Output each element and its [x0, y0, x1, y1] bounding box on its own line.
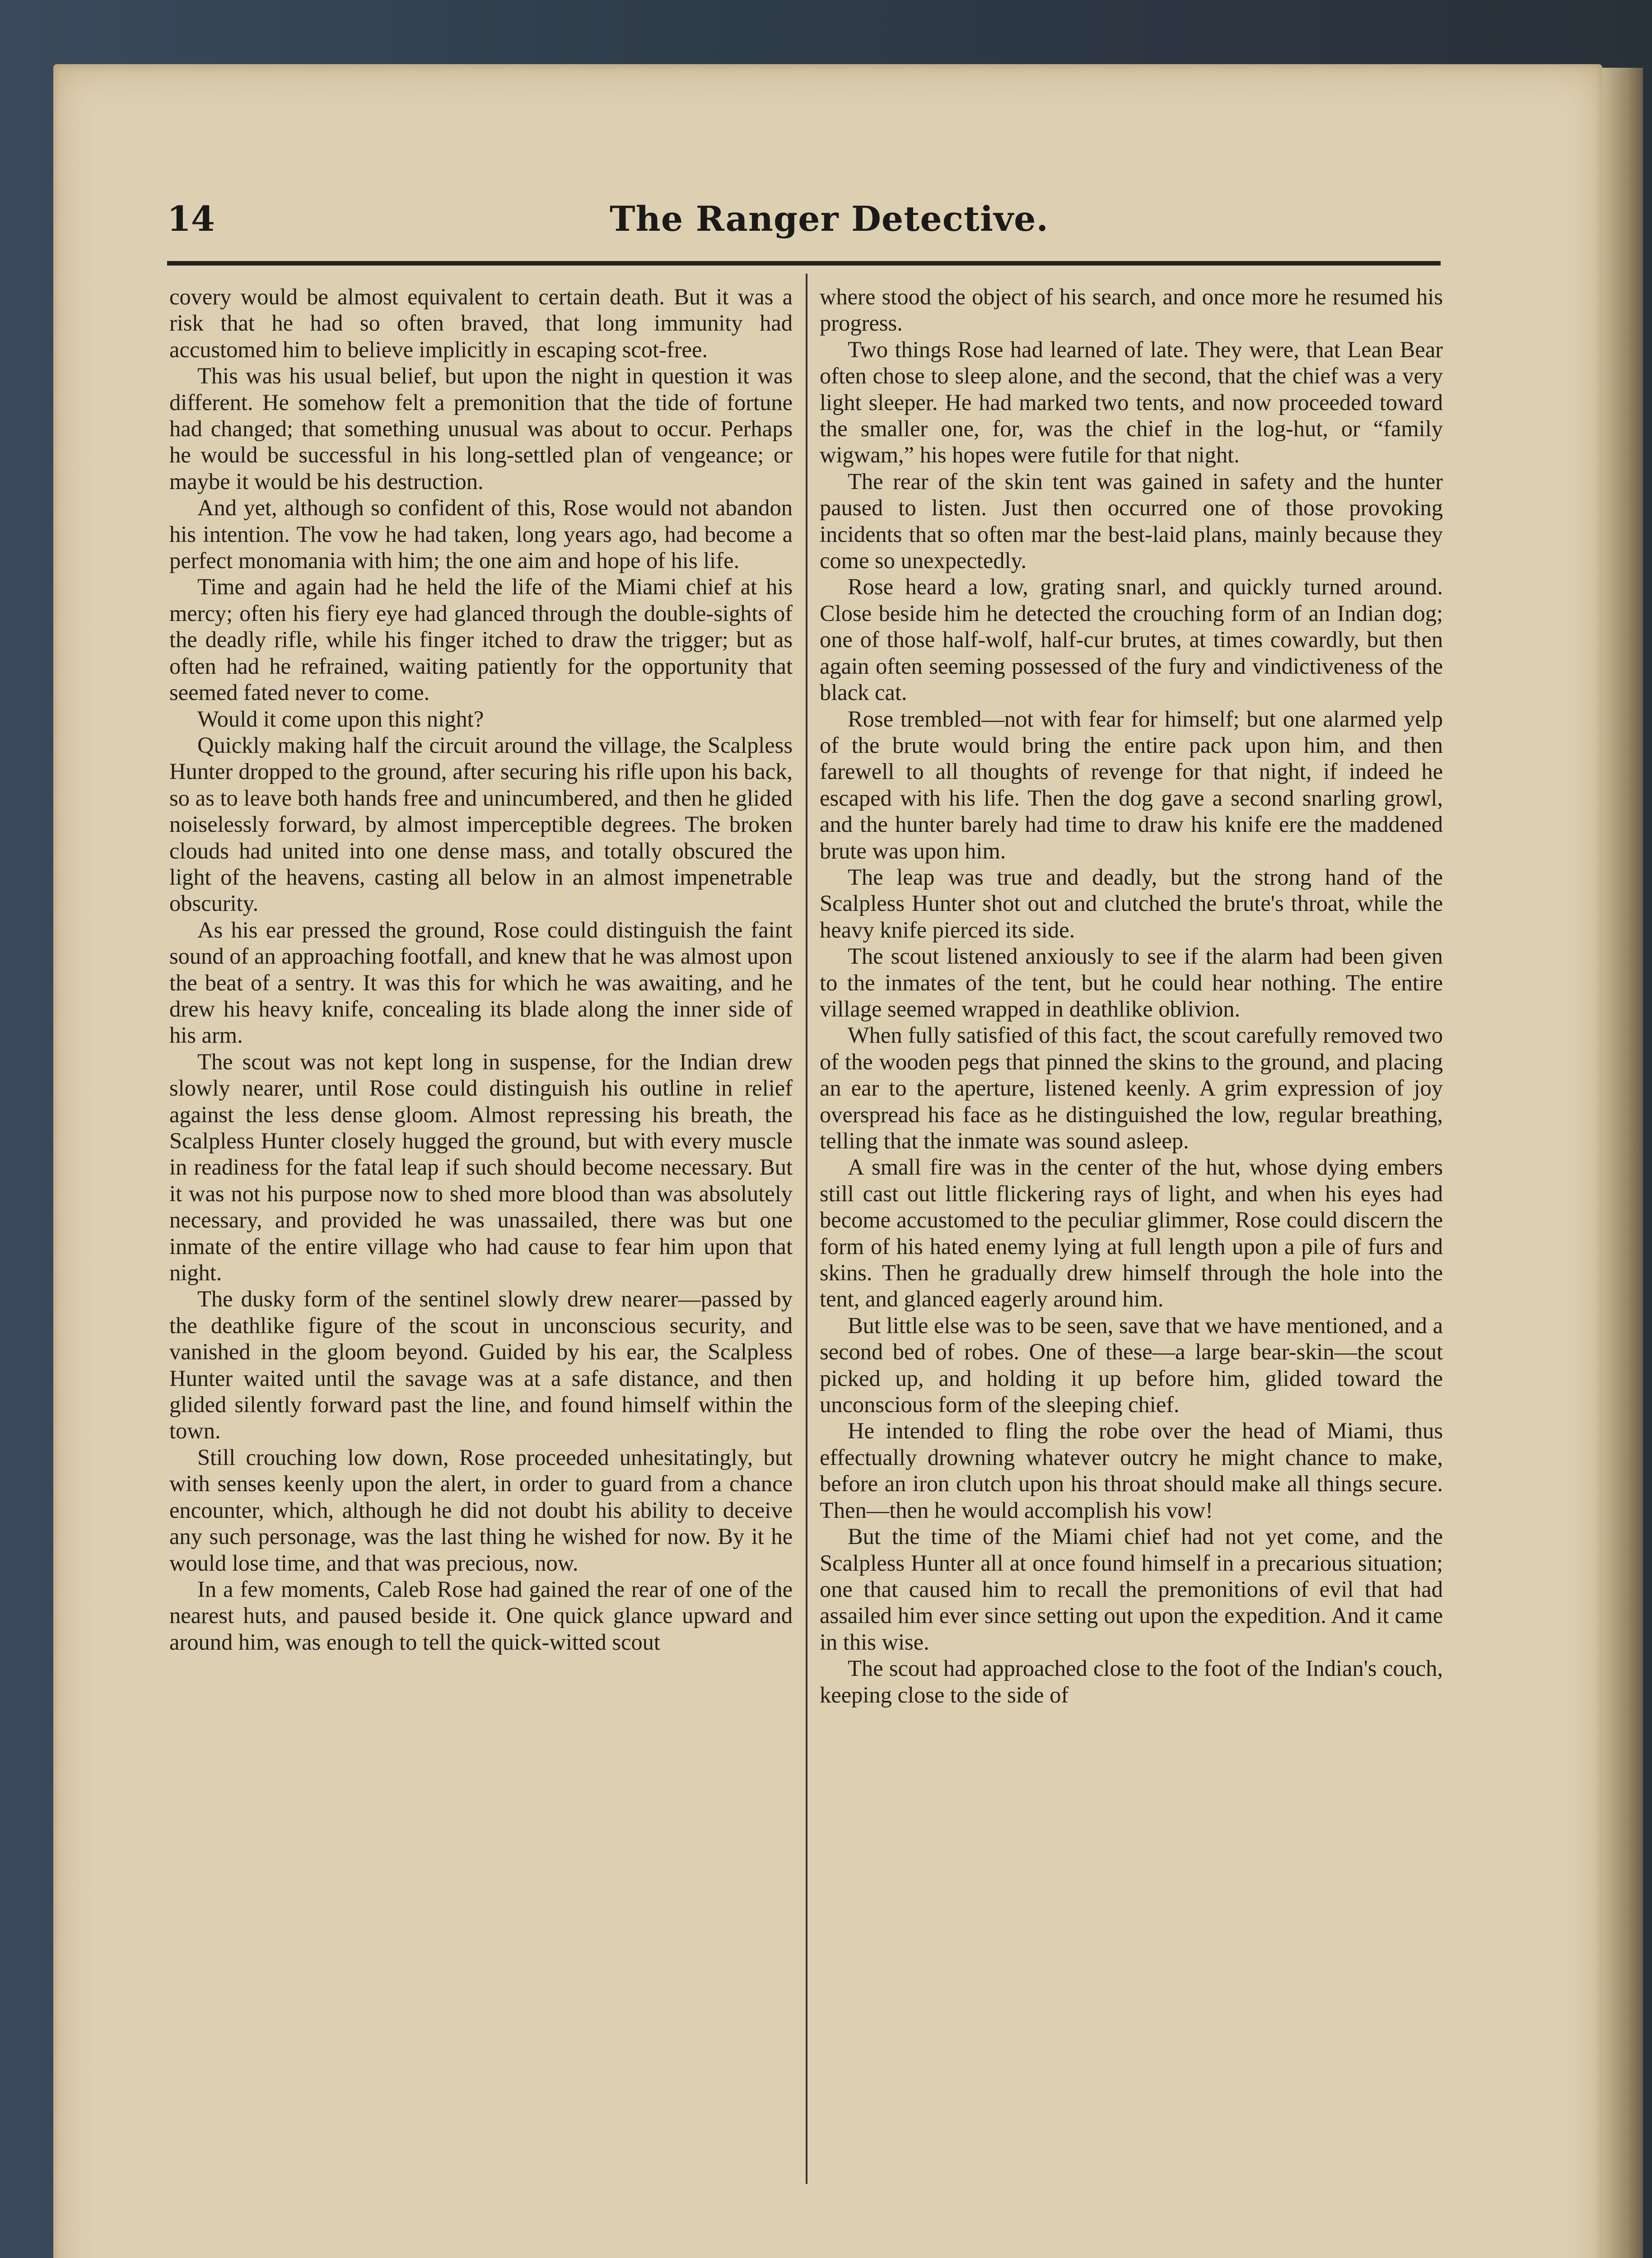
paragraph: Rose heard a low, grating snarl, and quickly turned around. Close beside him he detected the crouching form of an Indian dog; one of those half-wolf, half-cur brutes, at times cowardly, but then again often seeming possessed of the fury and vindictiveness of the black cat. [820, 574, 1443, 705]
paragraph: A small fire was in the center of the hut, whose dying embers still cast out little flickering rays of light, and when his eyes had become accustomed to the peculiar glimmer, Rose could discern the form of his hated enemy lying at full length upon a pile of furs and skins. Then he gradually drew himself through the hole into the tent, and glanced eagerly around him. [820, 1154, 1443, 1312]
paragraph: As his ear pressed the ground, Rose could distinguish the faint sound of an approaching footfall, and knew that he was almost upon the beat of a sentry. It was this for which he was awaiting, and he drew his heavy knife, concealing its blade along the inner side of his arm. [169, 917, 793, 1048]
page-number: 14 [167, 199, 215, 239]
paragraph: The scout listened anxiously to see if the alarm had been given to the inmates of the tent, but he could hear nothing. The entire village seemed wrapped in deathlike oblivion. [820, 943, 1443, 1022]
paragraph: Quickly making half the circuit around the village, the Scalpless Hunter dropped to the ground, after securing his rifle upon his back, so as to leave both hands free and unincumbered, and then he glided noiselessly forward, by almost imperceptible degrees. The broken clouds had united into one dense mass, and totally obscured the light of the heavens, casting all below in an almost impenetrable obscurity. [169, 732, 793, 916]
left-column [169, 284, 793, 2198]
paragraph: In a few moments, Caleb Rose had gained the rear of one of the nearest huts, and paused beside it. One quick glance upward and around him, was enough to tell the quick-witted scout [169, 1576, 793, 1655]
paragraph: When fully satisfied of this fact, the scout carefully removed two of the wooden pegs that pinned the skins to the ground, and placing an ear to the aperture, listened keenly. A grim expression of joy overspread his face as he distinguished the low, regular breathing, telling that the inmate was sound asleep. [820, 1022, 1443, 1153]
paragraph: Would it come upon this night? [197, 706, 484, 732]
column-divider [806, 274, 807, 2184]
page-header [167, 199, 1441, 248]
paragraph: But little else was to be seen, save that we have mentioned, and a second bed of robes. One of these—a large bear-skin—the scout picked up, and holding it up before him, glided toward the unconscious form of the sleeping chief. [820, 1312, 1443, 1418]
adjacent-page-edge [1602, 68, 1643, 2258]
paragraph: where stood the object of his search, and once more he resumed his progress. [820, 284, 1443, 336]
paragraph: The scout was not kept long in suspense, for the Indian drew slowly nearer, until Rose could distinguish his outline in relief against the less dense gloom. Almost repressing his breath, the Scalpless Hunter closely hugged the ground, but with every muscle in readiness for the fatal leap if such should become necessary. But it was not his purpose now to shed more blood than was absolutely necessary, and provided he was unassailed, there was but one inmate of the entire village who had cause to fear him upon that night. [169, 1049, 793, 1286]
running-title: The Ranger Detective. [610, 199, 1049, 239]
paragraph: Rose trembled—not with fear for himself; but one alarmed yelp of the brute would bring the entire pack upon him, and then farewell to all thoughts of revenge for that night, if indeed he escaped with his life. Then the dog gave a second snarling growl, and the hunter barely had time to draw his knife ere the maddened brute was upon him. [820, 706, 1443, 863]
paragraph: He intended to fling the robe over the head of Miami, thus effectually drowning whatever outcry he might chance to make, before an iron clutch upon his throat should make all things secure. Then—then he would accomplish his vow! [820, 1418, 1443, 1523]
paragraph: The rear of the skin tent was gained in safety and the hunter paused to listen. Just then occurred one of those provoking incidents that so often mar the best-laid plans, mainly because they come so unexpectedly. [820, 468, 1443, 574]
paragraph: And yet, although so confident of this, Rose would not abandon his intention. The vow he had taken, long years ago, had become a perfect monomania with him; the one aim and hope of his life. [169, 495, 793, 574]
paragraph: Two things Rose had learned of late. They were, that Lean Bear often chose to sleep alone, and the second, that the chief was a very light sleeper. He had marked two tents, and now proceeded toward the smaller one, for, was the chief in the log-hut, or “family wigwam,” his hopes were futile for that night. [820, 336, 1443, 468]
paragraph: The dusky form of the sentinel slowly drew nearer—passed by the deathlike figure of the scout in unconscious security, and vanished in the gloom beyond. Guided by his ear, the Scalpless Hunter waited until the savage was at a safe distance, and then glided silently forward past the line, and found himself within the town. [169, 1286, 793, 1444]
paragraph: But the time of the Miami chief had not yet come, and the Scalpless Hunter all at once found himself in a precarious situation; one that caused him to recall the premonitions of evil that had assailed him ever since setting out upon the expedition. And it came in this wise. [820, 1524, 1443, 1655]
paragraph: The scout had approached close to the foot of the Indian's couch, keeping close to the side of [820, 1656, 1443, 1707]
paragraph: The leap was true and deadly, but the strong hand of the Scalpless Hunter shot out and clutched the brute's throat, while the heavy knife pierced its side. [820, 864, 1443, 942]
header-rule [167, 261, 1441, 266]
paragraph: Still crouching low down, Rose proceeded unhesitatingly, but with senses keenly upon the alert, in order to guard from a chance encounter, which, although he did not doubt his ability to deceive any such personage, was the last thing he wished for now. By it he would lose time, and that was precious, now. [169, 1444, 793, 1576]
paragraph: Time and again had he held the life of the Miami chief at his mercy; often his fiery eye had glanced through the double-sights of the deadly rifle, while his finger itched to draw the trigger; but as often had he refrained, waiting patiently for the opportunity that seemed fated never to come. [169, 574, 793, 705]
right-column [820, 284, 1443, 2198]
paragraph: covery would be almost equivalent to certain death. But it was a risk that he had so often braved, that long immunity had accustomed him to believe implicitly in escaping scot-free. [169, 284, 793, 362]
paragraph: This was his usual belief, but upon the night in question it was different. He somehow felt a premonition that the tide of fortune had changed; that something unusual was about to occur. Perhaps he would be successful in his long-settled plan of vengeance; or maybe it would be his destruction. [169, 363, 793, 494]
